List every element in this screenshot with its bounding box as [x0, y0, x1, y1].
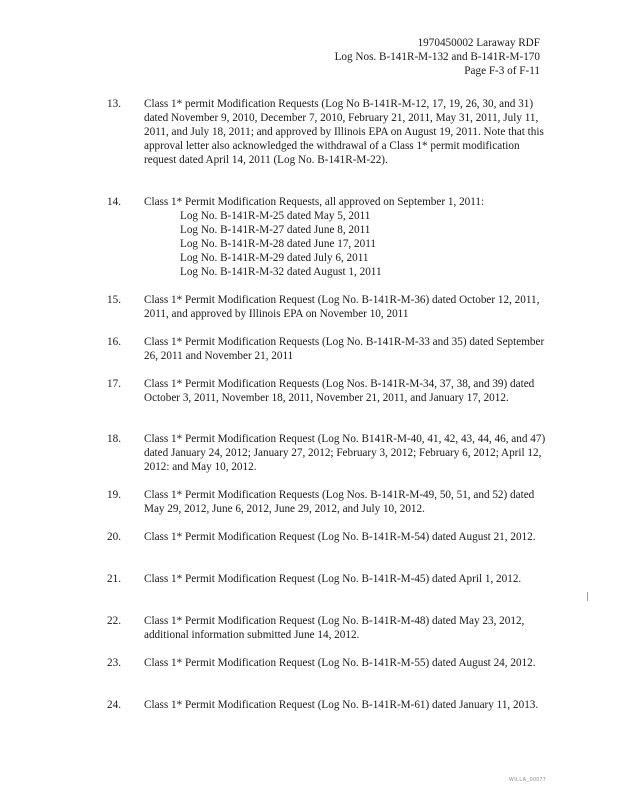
list-item	[107, 293, 547, 321]
header-log-line: Log Nos. B-141R-M-132 and B-141R-M-170	[334, 51, 540, 63]
item-number: 13.	[107, 98, 121, 110]
item-number: 24.	[107, 699, 121, 711]
item-number: 14.	[107, 196, 121, 208]
scan-mark	[587, 592, 588, 601]
bates-number: WILLA_00077	[509, 777, 547, 783]
item-number: 15.	[107, 294, 121, 306]
sub-list	[180, 209, 547, 279]
item-number: 20.	[107, 531, 121, 543]
header-page-number: Page F-3 of F-11	[464, 65, 540, 77]
list-item	[107, 377, 547, 405]
sub-list-item: Log No. B-141R-M-29 dated July 6, 2011	[180, 252, 369, 264]
item-text: Class 1* Permit Modification Request (Log No. B-141R-M-45) dated April 1, 2012.	[144, 573, 522, 585]
list-item	[107, 432, 547, 474]
item-number: 17.	[107, 378, 121, 390]
header-facility-line: 1970450002 Laraway RDF	[417, 37, 540, 49]
page-header	[240, 36, 540, 78]
item-text: Class 1* Permit Modification Request (Log No. B-141R-M-48) dated May 23, 2012, additional information submitted June 14, 2012.	[144, 615, 525, 641]
item-text: Class 1* Permit Modification Request (Log No. B141R-M-40, 41, 42, 43, 44, 46, and 47) dated January 24, 2012; January 27, 2012; February 3, 2012; February 6, 2012; April 12, 2012: and May 10, 2012.	[144, 433, 546, 473]
item-text: Class 1* Permit Modification Request (Log No. B-141R-M-55) dated August 24, 2012.	[144, 657, 536, 669]
item-text: Class 1* Permit Modification Requests (Log Nos. B-141R-M-34, 37, 38, and 39) dated October 3, 2011, November 18, 2011, November 21, 2011, and January 17, 2012.	[144, 378, 535, 404]
list-item	[107, 488, 547, 516]
item-text: Class 1* Permit Modification Requests (Log No. B-141R-M-33 and 35) dated September 26, 2011 and November 21, 2011	[144, 336, 545, 362]
list-item	[107, 572, 547, 586]
item-text: Class 1* Permit Modification Requests, all approved on September 1, 2011:	[144, 196, 485, 208]
item-number: 22.	[107, 615, 121, 627]
item-number: 18.	[107, 433, 121, 445]
list-item	[107, 195, 547, 279]
sub-list-item: Log No. B-141R-M-27 dated June 8, 2011	[180, 224, 371, 236]
item-number: 16.	[107, 336, 121, 348]
list-item	[107, 614, 547, 642]
list-item	[107, 698, 547, 712]
item-text: Class 1* Permit Modification Request (Log No. B-141R-M-61) dated January 11, 2013.	[144, 699, 539, 711]
item-text: Class 1* Permit Modification Requests (Log Nos. B-141R-M-49, 50, 51, and 52) dated May 29, 2012, June 6, 2012, June 29, 2012, and July 10, 2012.	[144, 489, 535, 515]
sub-list-item: Log No. B-141R-M-25 dated May 5, 2011	[180, 210, 371, 222]
list-item	[107, 530, 547, 544]
list-item	[107, 97, 547, 167]
item-number: 19.	[107, 489, 121, 501]
list-item	[107, 656, 547, 670]
item-number: 23.	[107, 657, 121, 669]
item-text: Class 1* Permit Modification Request (Log No. B-141R-M-54) dated August 21, 2012.	[144, 531, 536, 543]
sub-list-item: Log No. B-141R-M-28 dated June 17, 2011	[180, 238, 376, 250]
item-text: Class 1* Permit Modification Request (Log No. B-141R-M-36) dated October 12, 2011, 2011, and approved by Illinois EPA on November 10, 2011	[144, 294, 540, 320]
sub-list-item: Log No. B-141R-M-32 dated August 1, 2011	[180, 266, 382, 278]
list-item	[107, 335, 547, 363]
item-text: Class 1* permit Modification Requests (Log No B-141R-M-12, 17, 19, 26, 30, and 31) dated November 9, 2010, December 7, 2010, February 21, 2011, May 31, 2011, July 11, 2011, and July 18, 2011; and approved by Illinois EPA on August 19, 2011. Note that this approval letter also acknowledged the withdrawal of a Class 1* permit modification request dated April 14, 2011 (Log No. B-141R-M-22).	[144, 98, 544, 166]
item-number: 21.	[107, 573, 121, 585]
